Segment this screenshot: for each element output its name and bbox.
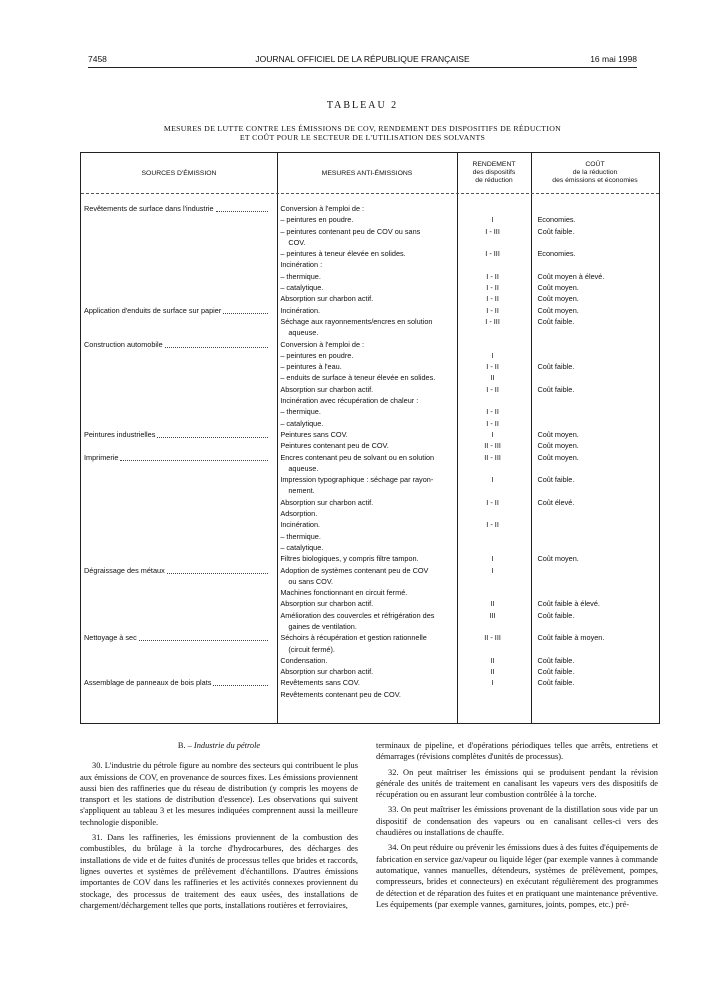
yield-cell: I - II (486, 407, 499, 417)
column-header-yield-line: RENDEMENT (472, 161, 516, 168)
table-row (81, 203, 659, 214)
yield-cell (456, 339, 530, 350)
emission-source-cell (81, 305, 276, 316)
table-row (81, 384, 659, 395)
table-row (81, 474, 659, 485)
emission-source-cell (81, 666, 276, 677)
measure-cell: Peintures contenant peu de COV. (280, 441, 389, 451)
table-row (81, 497, 659, 508)
emission-source-cell (81, 259, 276, 270)
table-row (81, 327, 659, 338)
text-column-right (376, 740, 658, 914)
cost-cell: Coût moyen. (537, 283, 579, 293)
emission-source-cell (81, 519, 276, 530)
column-header-yield (457, 161, 531, 185)
cost-cell: Coût moyen. (537, 441, 579, 451)
table-row (81, 655, 659, 666)
measure-cell: Absorption sur charbon actif. (280, 599, 374, 609)
measure-cell: – peintures contenant peu de COV ou sans (280, 226, 421, 236)
measure-cell: Filtres biologiques, y compris filtre tampon. (280, 554, 419, 564)
cost-cell (529, 565, 659, 576)
cost-cell: Coût faible à moyen. (537, 633, 605, 643)
dot-leader (139, 632, 269, 641)
yield-cell (456, 644, 530, 655)
emission-source-cell (81, 372, 276, 383)
yield-cell: I - II (486, 283, 499, 293)
yield-cell: I - II (486, 362, 499, 372)
measure-cell: COV. (288, 237, 306, 247)
measure-cell: Absorption sur charbon actif. (280, 497, 374, 507)
cost-cell (529, 644, 659, 655)
table-row (81, 361, 659, 372)
yield-cell: II (490, 655, 495, 665)
measure-cell: Peintures sans COV. (280, 429, 348, 439)
emission-source-cell (81, 214, 276, 225)
emission-source-cell (81, 655, 276, 666)
cost-cell (529, 689, 659, 700)
emission-source-cell (81, 644, 276, 655)
measure-cell: Revêtements sans COV. (280, 678, 360, 688)
measure-cell: Incinération avec récupération de chaleur : (280, 396, 419, 406)
emission-source-cell (81, 598, 276, 609)
measure-cell: – peintures en poudre. (280, 215, 354, 225)
paragraph: 30. L'industrie du pétrole figure au nombre des secteurs qui contribuent le plus aux émissions de COV, en provenance de sources fixes. Les émissions proviennent aussi bien des raffineries que du réseau de distribution (y compris les moyens de transport et les stations de distribution d'essence). Les observations qui suivent s'appliquent au tableau 3 et les mesures indiquées comprennent aussi la meilleure technologie disponible. (80, 761, 358, 827)
emission-source: Construction automobile (84, 339, 163, 349)
measure-cell: – thermique. (280, 271, 321, 281)
table-row (81, 406, 659, 417)
cost-cell: Coût moyen. (537, 554, 579, 564)
yield-cell: I - II (486, 271, 499, 281)
measure-cell: aqueuse. (288, 328, 319, 338)
section-title: Industrie du pétrole (193, 741, 261, 750)
section-heading (80, 740, 358, 751)
column-header-cost-line: COÛT (585, 161, 605, 168)
cost-cell: Coût faible. (537, 226, 575, 236)
measure-cell: – thermique. (280, 531, 321, 541)
table-row (81, 519, 659, 530)
table-label: TABLEAU 2 (326, 100, 399, 111)
text-column-left (80, 740, 358, 915)
emission-source-cell (81, 271, 276, 282)
yield-cell (456, 259, 530, 270)
table-row (81, 576, 659, 587)
column-header-source: SOURCES D'ÉMISSION (141, 170, 217, 177)
cost-cell (529, 508, 659, 519)
table-row (81, 293, 659, 304)
page-number: 7458 (88, 54, 107, 64)
table-row (81, 226, 659, 237)
yield-cell (456, 237, 530, 248)
cost-cell: Coût moyen. (537, 452, 579, 462)
table-row (81, 259, 659, 270)
page-header (88, 54, 637, 68)
yield-cell (456, 485, 530, 496)
yield-cell (456, 587, 530, 598)
emission-source-cell (81, 248, 276, 259)
table-row (81, 440, 659, 451)
emission-source-cell (81, 361, 276, 372)
table-row (81, 372, 659, 383)
table-row (81, 237, 659, 248)
paragraph: 32. On peut maîtriser les émissions qui se produisent pendant la révision générale des unités de traitement en canalisant les vapeurs vers des dispositifs de récupération ou en assurant leur combustion contrôlée à la torche. (376, 767, 658, 800)
table-body (81, 203, 659, 700)
measure-cell: nement. (288, 486, 315, 496)
measure-cell: Absorption sur charbon actif. (280, 384, 374, 394)
dot-leader (120, 452, 268, 461)
yield-cell: III (489, 610, 496, 620)
cost-cell: Coût faible. (537, 610, 575, 620)
yield-cell (456, 542, 530, 553)
measure-cell: Séchoirs à récupération et gestion rationnelle (280, 633, 427, 643)
publication-date: 16 mai 1998 (590, 54, 637, 64)
cost-cell: Coût moyen à élevé. (537, 271, 605, 281)
yield-cell: II (490, 599, 495, 609)
emission-source-cell (81, 384, 276, 395)
yield-cell (456, 621, 530, 632)
emission-source-cell (81, 463, 276, 474)
emission-source: Revêtements de surface dans l'industrie (84, 204, 214, 213)
cost-cell: Coût faible à élevé. (537, 599, 600, 609)
measure-cell: gaines de ventilation. (288, 621, 357, 631)
measure-cell: Adsorption. (280, 509, 318, 519)
emission-source-cell (81, 282, 276, 293)
cost-cell (529, 406, 659, 417)
table-row (81, 666, 659, 677)
table-row (81, 305, 659, 316)
yield-cell (456, 689, 530, 700)
column-header-yield-line: des dispositifs (472, 169, 516, 176)
measure-cell: Impression typographique : séchage par rayon- (280, 475, 434, 485)
cost-cell (529, 339, 659, 350)
paragraph: terminaux de pipeline, et d'opérations périodiques telles que arrêts, entretiens et démarrages (révisions complètes d'unités de processus). (376, 741, 658, 762)
table-row (81, 508, 659, 519)
emission-source-cell (81, 621, 276, 632)
measure-cell: – peintures à l'eau. (280, 362, 342, 372)
emission-source-cell (81, 452, 276, 463)
emission-source-cell (81, 327, 276, 338)
paragraph: 34. On peut réduire ou prévenir les émissions dues à des fuites d'équipements de fabrication en service gaz/vapeur ou liquide léger (par exemple vannes à commande automatique, vannes manuelles, détendeurs, systèmes de prélèvement, pompes, compresseurs, brides et connecteurs) en exécutant régulièrement des programmes de détection et de réparation des fuites et en pratiquant une maintenance préventive. Les équipements (par exemple vannes, garnitures, joints, pompes, etc.) pré- (376, 843, 658, 909)
cost-cell: Coût moyen. (537, 305, 579, 315)
yield-cell: I - III (485, 226, 500, 236)
yield-cell: II - III (484, 633, 501, 643)
column-header-cost (531, 161, 659, 185)
emission-source-cell (81, 350, 276, 361)
emission-source-cell (81, 474, 276, 485)
yield-cell (456, 203, 530, 214)
measure-cell: – catalytique. (280, 418, 324, 428)
emission-source-cell (81, 203, 276, 214)
measure-cell: Conversion à l'emploi de : (280, 339, 365, 349)
paragraph: 31. Dans les raffineries, les émissions proviennent de la combustion des combustibles, du brûlage à la torche d'hydrocarbures, des décharges des installations de vide et de fuites d'unités de processus telles que brides et raccords, lignes ouvertes et systèmes de prélèvement d'échantillons. D'autres émissions importantes de COV dans les raffineries et les activités connexes proviennent du stockage, des processus de traitement des eaux usées, des installations de chargement/déchargement telles que ports, installations routières et ferroviaires, (80, 833, 358, 910)
column-header-measures: MESURES ANTI-ÉMISSIONS (321, 170, 413, 177)
cost-cell (529, 531, 659, 542)
emission-source-cell (81, 497, 276, 508)
measure-cell: Incinération : (280, 260, 323, 270)
emission-source: Application d'enduits de surface sur papier (84, 305, 222, 315)
cost-cell: Coût élevé. (537, 497, 575, 507)
emission-source-cell (81, 485, 276, 496)
yield-cell: I - II (486, 305, 499, 315)
emission-source-cell (81, 542, 276, 553)
yield-cell: I (491, 429, 494, 439)
table-row (81, 452, 659, 463)
emission-source-cell (81, 429, 276, 440)
table-row (81, 587, 659, 598)
emission-source-cell (81, 293, 276, 304)
emission-source-cell (81, 395, 276, 406)
yield-cell: I - II (486, 497, 499, 507)
table-row (81, 271, 659, 282)
measure-cell: Amélioration des couvercles et réfrigération des (280, 610, 435, 620)
measure-cell: Condensation. (280, 655, 328, 665)
yield-cell: II (490, 667, 495, 677)
cost-cell (529, 485, 659, 496)
dot-leader (165, 339, 269, 348)
header-divider (81, 193, 659, 194)
table-row (81, 565, 659, 576)
measure-cell: Conversion à l'emploi de : (280, 204, 365, 213)
table-row (81, 339, 659, 350)
measure-cell: Revêtements contenant peu de COV. (280, 689, 401, 699)
table-row (81, 395, 659, 406)
table-row (81, 553, 659, 564)
measure-cell: Absorption sur charbon actif. (280, 294, 374, 304)
measure-cell: Adoption de systèmes contenant peu de COV (280, 565, 429, 575)
table-row (81, 214, 659, 225)
yield-cell (456, 531, 530, 542)
measure-cell: Séchage aux rayonnements/encres en solution (280, 316, 433, 326)
yield-cell (456, 576, 530, 587)
column-header-cost-line: des émissions et économies (552, 177, 638, 184)
yield-cell: I - III (485, 316, 500, 326)
yield-cell: I (491, 350, 494, 360)
header-rule (88, 67, 637, 68)
table-row (81, 248, 659, 259)
section-prefix: B. – (177, 741, 194, 750)
yield-cell: I (491, 554, 494, 564)
emission-source-cell (81, 632, 276, 643)
cost-cell (529, 542, 659, 553)
table-row (81, 542, 659, 553)
cost-cell (529, 350, 659, 361)
emission-source: Assemblage de panneaux de bois plats (84, 678, 212, 688)
dot-leader (216, 203, 269, 212)
yield-cell (456, 463, 530, 474)
cost-cell: Coût faible. (537, 384, 575, 394)
dot-leader (223, 305, 268, 314)
emission-source-cell (81, 689, 276, 700)
table-row (81, 316, 659, 327)
cost-cell (529, 203, 659, 214)
emission-source-cell (81, 316, 276, 327)
measure-cell: – thermique. (280, 407, 321, 417)
column-header-yield-line: de réduction (475, 177, 513, 184)
cost-cell: Coût faible. (537, 362, 575, 372)
measure-cell: – peintures en poudre. (280, 350, 354, 360)
cost-cell (529, 587, 659, 598)
emission-source-cell (81, 531, 276, 542)
cost-cell: Economies. (537, 249, 576, 259)
yield-cell: I - III (485, 249, 500, 259)
column-header-cost-line: de la réduction (572, 169, 618, 176)
cost-cell (529, 259, 659, 270)
dot-leader (167, 565, 269, 574)
cost-cell (529, 621, 659, 632)
measure-cell: aqueuse. (288, 463, 319, 473)
table-row (81, 429, 659, 440)
emission-source-cell (81, 565, 276, 576)
table-row (81, 610, 659, 621)
emission-source-cell (81, 406, 276, 417)
yield-cell: I - II (486, 520, 499, 530)
table-row (81, 463, 659, 474)
measure-cell: – peintures à teneur élevée en solides. (280, 249, 406, 259)
table-row (81, 485, 659, 496)
measure-cell: ou sans COV. (288, 576, 334, 586)
table-title-line-1: MESURES DE LUTTE CONTRE LES ÉMISSIONS DE COV, RENDEMENT DES DISPOSITIFS DE RÉDUCTION (163, 124, 562, 133)
yield-cell: I (491, 215, 494, 225)
emission-source-cell (81, 237, 276, 248)
yield-cell: II - III (484, 452, 501, 462)
cost-cell (529, 519, 659, 530)
cost-cell: Coût faible. (537, 667, 575, 677)
emission-source-cell (81, 553, 276, 564)
emission-source: Imprimerie (84, 452, 119, 462)
yield-cell (456, 395, 530, 406)
table-title-line-2: ET COÛT POUR LE SECTEUR DE L'UTILISATION DES SOLVANTS (239, 133, 486, 142)
cost-cell: Coût faible. (537, 316, 575, 326)
cost-cell (529, 576, 659, 587)
dot-leader (213, 677, 268, 686)
emission-source-cell (81, 418, 276, 429)
yield-cell: I - II (486, 294, 499, 304)
emission-source: Dégraissage des métaux (84, 565, 165, 575)
cost-cell: Coût moyen. (537, 294, 579, 304)
measure-cell: – enduits de surface à teneur élevée en solides. (280, 373, 436, 383)
table-row (81, 621, 659, 632)
measure-cell: (circuit fermé). (288, 644, 335, 654)
table-row (81, 531, 659, 542)
table-row (81, 689, 659, 700)
emission-source-cell (81, 576, 276, 587)
measure-cell: Absorption sur charbon actif. (280, 667, 374, 677)
cost-cell: Coût moyen. (537, 429, 579, 439)
emission-source-cell (81, 508, 276, 519)
cost-cell: Coût faible. (537, 475, 575, 485)
cost-cell: Coût faible. (537, 655, 575, 665)
measure-cell: Machines fonctionnant en circuit fermé. (280, 588, 408, 598)
cost-cell (529, 395, 659, 406)
emission-source: Peintures industrielles (84, 429, 156, 439)
measure-cell: Encres contenant peu de solvant ou en solution (280, 452, 435, 462)
yield-cell (456, 508, 530, 519)
yield-cell: I (491, 475, 494, 485)
cost-cell (529, 463, 659, 474)
dot-leader (157, 429, 268, 438)
cost-cell (529, 418, 659, 429)
emission-source-cell (81, 610, 276, 621)
cost-cell (529, 327, 659, 338)
cost-cell: Economies. (537, 215, 576, 225)
yield-cell: I (491, 678, 494, 688)
table-row (81, 418, 659, 429)
table-row (81, 598, 659, 609)
cost-cell (529, 237, 659, 248)
cost-cell (529, 372, 659, 383)
yield-cell: I - II (486, 418, 499, 428)
yield-cell: I - II (486, 384, 499, 394)
table-row (81, 644, 659, 655)
yield-cell: II (490, 373, 495, 383)
table-row (81, 677, 659, 688)
measures-table (80, 152, 660, 724)
yield-cell (456, 327, 530, 338)
emission-source: Nettoyage à sec (84, 633, 137, 643)
table-row (81, 350, 659, 361)
table-row (81, 282, 659, 293)
emission-source-cell (81, 677, 276, 688)
paragraph: 33. On peut maîtriser les émissions provenant de la distillation sous vide par un dispositif de condensation des vapeurs ou en canalisant celles-ci vers des chaudières ou installations de chauffe. (376, 805, 658, 838)
emission-source-cell (81, 339, 276, 350)
yield-cell: I (491, 565, 494, 575)
emission-source-cell (81, 440, 276, 451)
journal-title: JOURNAL OFFICIEL DE LA RÉPUBLIQUE FRANÇAISE (255, 54, 470, 64)
measure-cell: – catalytique. (280, 283, 324, 293)
yield-cell: II - III (484, 441, 501, 451)
measure-cell: Incinération. (280, 305, 321, 315)
emission-source-cell (81, 587, 276, 598)
cost-cell: Coût faible. (537, 678, 575, 688)
table-row (81, 632, 659, 643)
emission-source-cell (81, 226, 276, 237)
measure-cell: – catalytique. (280, 542, 324, 552)
measure-cell: Incinération. (280, 520, 321, 530)
